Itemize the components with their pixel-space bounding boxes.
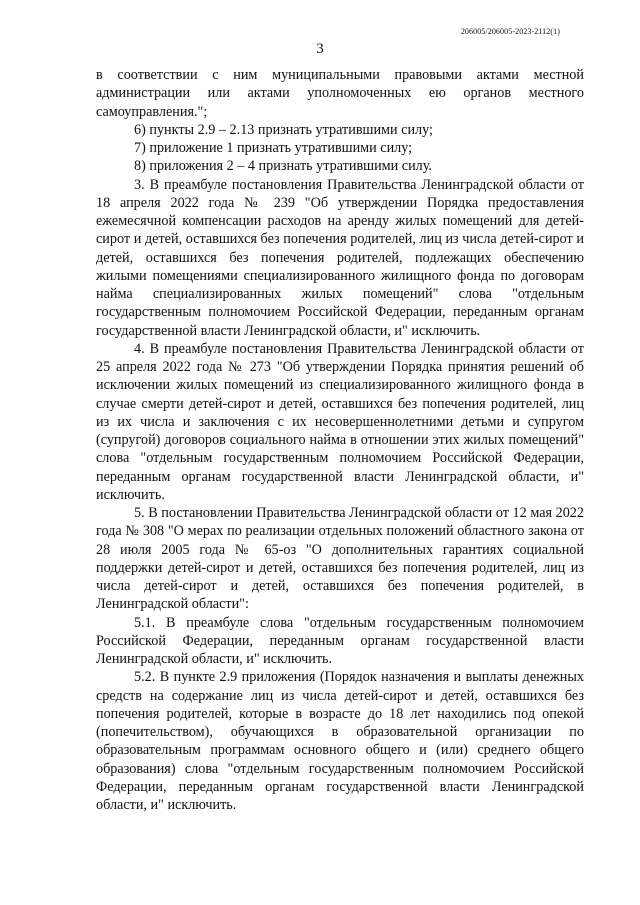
document-body [96,66,584,814]
paragraph-item-8: 8) приложения 2 – 4 признать утратившими силу. [134,158,432,175]
paragraph-5-1: 5.1. В преамбуле слова "отдельным государственным полномочием Российской Федерации, переданным органам государственной власти Ленинградской области, и" исключить. [96,614,584,667]
paragraph-item-7: 7) приложение 1 признать утратившими силу; [134,140,413,156]
paragraph-5: 5. В постановлении Правительства Ленинградской области от 12 мая 2022 года № 308 "О мерах по реализации отдельных положений областного закона от 28 июля 2005 года № 65-оз "О дополнительных гарантиях социальной поддержки детей-сирот и детей, оставшихся без попечения родителей, лиц из числа детей-сирот и детей, оставшихся без попечения родителей, в Ленинградской области": [96,505,584,613]
paragraph-continuation: в соответствии с ним муниципальными правовыми актами местной администрации или актами уполномоченных ею органов местного самоуправления."; [96,67,584,120]
paragraph-5-2: 5.2. В пункте 2.9 приложения (Порядок назначения и выплаты денежных средств на содержание лиц из числа детей-сирот и детей, оставшихся без попечения родителей, которые в возрасте до 18 лет находились под опекой (попечительством), обучающихся в образовательной организации по образовательным программам основного общего и (или) среднего общего образования) слова "отдельным государственным полномочием Российской Федерации, переданным органам государственной власти Ленинградской области, и" исключить. [96,669,584,813]
document-code: 206005/206005-2023-2112(1) [460,27,560,36]
paragraph-4: 4. В преамбуле постановления Правительства Ленинградской области от 25 апреля 2022 года № 273 "Об утверждении Порядка принятия решений об исключении жилых помещений из специализированного жилищного фонда в случае смерти детей-сирот и детей, оставшихся без попечения родителей, лиц из их числа и заключения с их несовершеннолетними детьми и супругом (супругой) договоров социального найма в отношении этих жилых помещений" слова "отдельным государственным полномочием Российской Федерации, переданным органам государственной власти Ленинградской области, и" исключить. [96,340,584,503]
paragraph-3: 3. В преамбуле постановления Правительства Ленинградской области от 18 апреля 2022 года № 239 "Об утверждении Порядка предоставления ежемесячной компенсации расходов на аренду жилых помещений для детей-сирот и детей, оставшихся без попечения родителей, лиц из числа детей-сирот и детей, оставшихся без попечения родителей, подлежащих обеспечению жилыми помещениями специализированного жилищного фонда по договорам найма специализированных жилых помещений" слова "отдельным государственным полномочием Российской Федерации, переданным органам государственной власти Ленинградской области, и" исключить. [96,176,584,339]
paragraph-item-6: 6) пункты 2.9 – 2.13 признать утратившими силу; [134,121,433,138]
page-number: 3 [316,41,324,57]
